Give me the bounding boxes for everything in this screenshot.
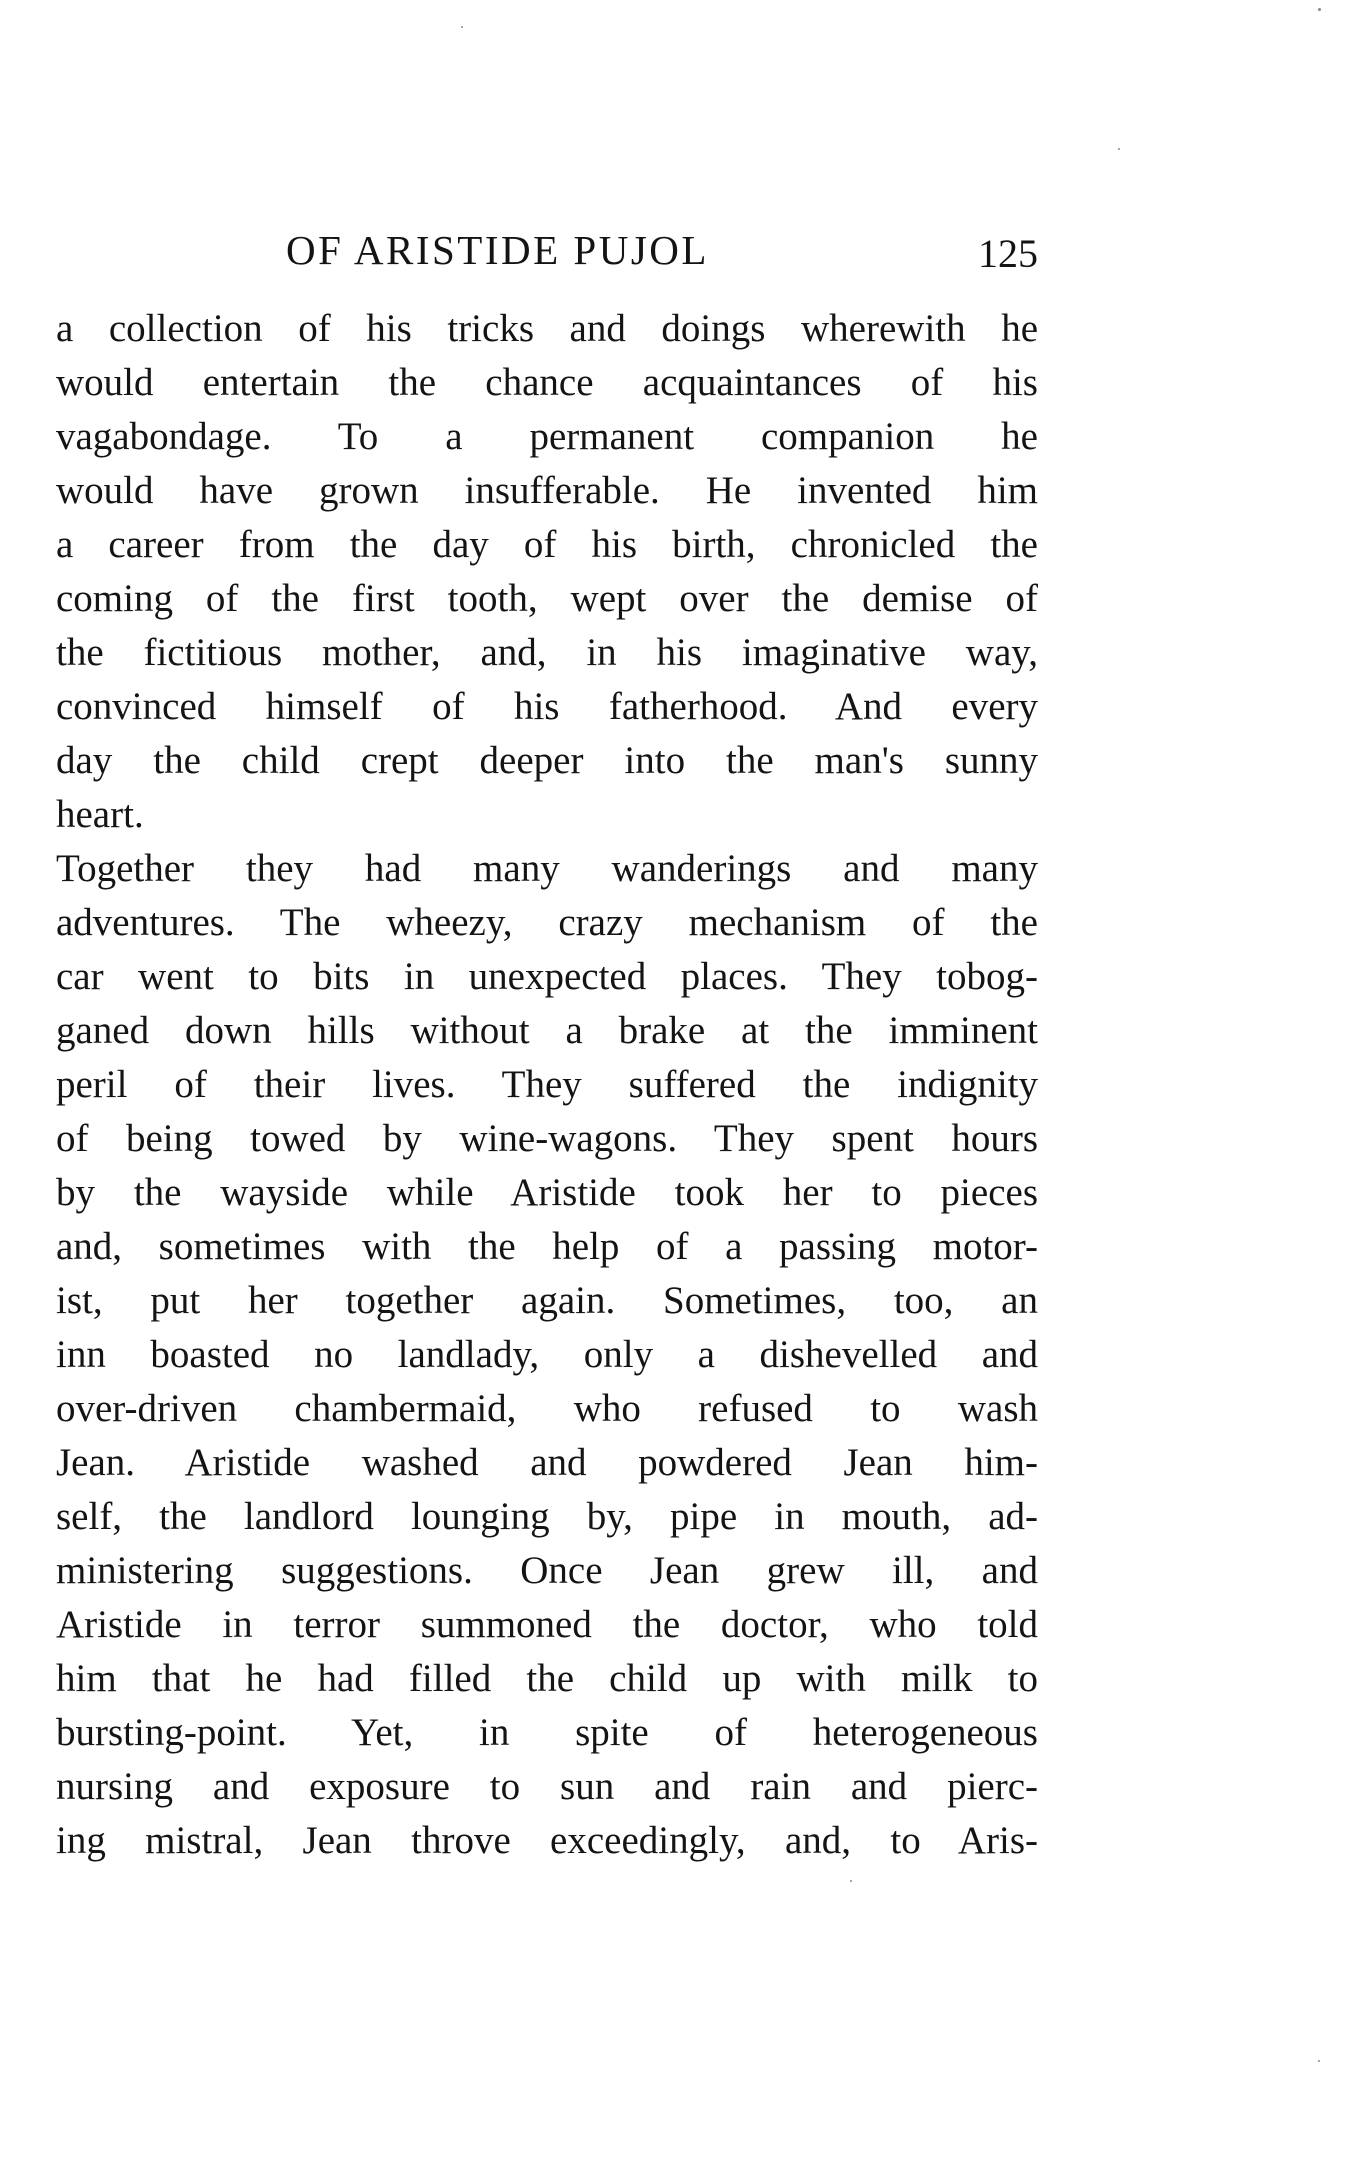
scan-speck xyxy=(850,1880,852,1882)
paragraph-end-line: heart. xyxy=(56,793,144,836)
text-line: by the wayside while Aristide took her to pieces xyxy=(56,1171,1038,1214)
text-line: bursting-point. Yet, in spite of heterogeneous xyxy=(56,1711,1038,1754)
text-line: ministering suggestions. Once Jean grew ill, and xyxy=(56,1549,1038,1592)
text-line: self, the landlord lounging by, pipe in mouth, ad- xyxy=(56,1495,1038,1538)
text-line: would have grown insufferable. He invented him xyxy=(56,469,1038,512)
text-line: a career from the day of his birth, chronicled the xyxy=(56,523,1038,566)
text-line: day the child crept deeper into the man's sunny xyxy=(56,739,1038,782)
body-text xyxy=(56,302,1038,1868)
running-head xyxy=(56,220,1038,280)
text-line: adventures. The wheezy, crazy mechanism of the xyxy=(56,901,1038,944)
text-line: ing mistral, Jean throve exceedingly, and, to Aris- xyxy=(56,1819,1038,1862)
scan-speck xyxy=(461,26,463,28)
text-line: the fictitious mother, and, in his imaginative way, xyxy=(56,631,1038,674)
text-line: vagabondage. To a permanent companion he xyxy=(56,415,1038,458)
scan-speck xyxy=(1118,148,1120,150)
text-line: car went to bits in unexpected places. They tobog- xyxy=(56,955,1038,998)
paragraph-start-line: Together they had many wanderings and many xyxy=(56,847,1038,890)
text-line: Aristide in terror summoned the doctor, who told xyxy=(56,1603,1038,1646)
text-line: convinced himself of his fatherhood. And every xyxy=(56,685,1038,728)
scan-speck xyxy=(1318,8,1321,11)
text-line: over-driven chambermaid, who refused to wash xyxy=(56,1387,1038,1430)
text-line: Jean. Aristide washed and powdered Jean him- xyxy=(56,1441,1038,1484)
text-line: him that he had filled the child up with milk to xyxy=(56,1657,1038,1700)
text-line: peril of their lives. They suffered the indignity xyxy=(56,1063,1038,1106)
text-line: of being towed by wine-wagons. They spent hours xyxy=(56,1117,1038,1160)
scan-speck xyxy=(1318,2060,1320,2062)
text-line: and, sometimes with the help of a passing motor- xyxy=(56,1225,1038,1268)
text-line: ist, put her together again. Sometimes, too, an xyxy=(56,1279,1038,1322)
text-line: would entertain the chance acquaintances of his xyxy=(56,361,1038,404)
running-title: OF ARISTIDE PUJOL xyxy=(286,227,709,273)
text-line: ganed down hills without a brake at the imminent xyxy=(56,1009,1038,1052)
text-line: inn boasted no landlady, only a dishevelled and xyxy=(56,1333,1038,1376)
text-line: a collection of his tricks and doings wherewith he xyxy=(56,307,1038,350)
text-line: nursing and exposure to sun and rain and pierc- xyxy=(56,1765,1038,1808)
text-line: coming of the first tooth, wept over the demise of xyxy=(56,577,1038,620)
page-number: 125 xyxy=(978,231,1038,276)
